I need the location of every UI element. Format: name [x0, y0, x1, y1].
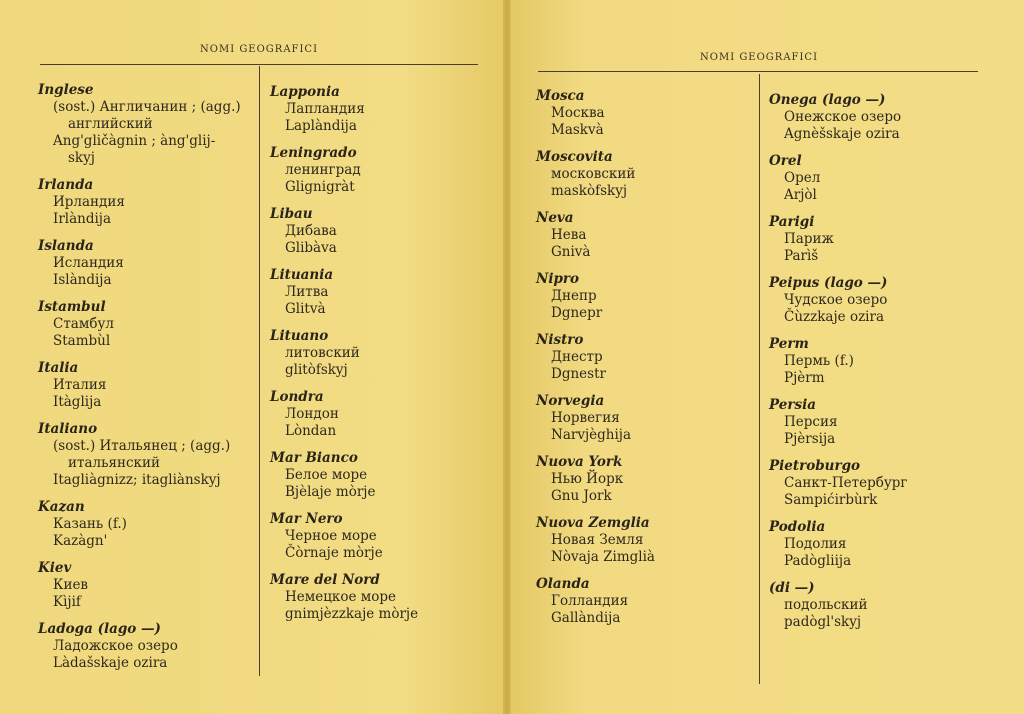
entry-translation-line: Белое море — [285, 467, 368, 483]
entry-translation-line: Parìš — [784, 248, 819, 264]
entry-headword: Nuova York — [536, 454, 623, 470]
entry-headword: Lituano — [270, 328, 329, 344]
entry-translation-line: Лондон — [285, 406, 339, 422]
entry-translation-line: Подолия — [784, 536, 847, 552]
entry-translation-line: Itàglija — [53, 394, 102, 410]
entry-translation-line: Gnivà — [551, 244, 591, 260]
dictionary-entry — [769, 92, 1009, 143]
entry-headword: Mar Bianco — [270, 450, 358, 466]
entry-translation-line: Čòrnaje mòrje — [285, 545, 383, 561]
entry-translation-line: московский — [551, 166, 636, 182]
entry-translation-line: Ирландия — [53, 194, 125, 210]
entry-headword: Kiev — [38, 560, 72, 576]
entry-translation-line: Санкт-Петербург — [784, 475, 908, 491]
entry-translation-line: Немецкое море — [285, 589, 397, 605]
entry-translation-line: Agnèšskaje ozira — [784, 126, 900, 142]
entry-translation-line: Пермь (f.) — [784, 353, 854, 369]
dictionary-entry — [270, 572, 495, 623]
dictionary-entry — [536, 88, 756, 139]
entry-headword: Istambul — [38, 299, 106, 315]
entry-headword: Londra — [270, 389, 324, 405]
entry-translation-line: Narvjèghija — [551, 427, 632, 443]
dictionary-entry — [769, 336, 1009, 387]
entry-translation-line: Ладожское озеро — [53, 638, 178, 654]
left-running-head: NOMI GEOGRAFICI — [200, 44, 319, 55]
entry-translation-line: Maskvà — [551, 122, 604, 138]
dictionary-entry — [270, 206, 495, 257]
entry-headword: Lapponia — [270, 84, 340, 100]
entry-translation-line: Днепр — [551, 288, 597, 304]
dictionary-entry — [536, 149, 756, 200]
entry-translation-line: Gnu Jork — [551, 488, 612, 504]
entry-translation-line: английский — [68, 116, 153, 132]
dictionary-entry — [270, 328, 495, 379]
dictionary-entry — [38, 499, 256, 550]
dictionary-entry — [38, 238, 256, 289]
dictionary-entry — [536, 332, 756, 383]
entry-translation-line: gnimjèzzkaje mòrje — [285, 606, 419, 622]
dictionary-entry — [38, 621, 256, 672]
entry-translation-line: подольский — [784, 597, 868, 613]
entry-headword: Leningrado — [270, 145, 357, 161]
entry-headword: Italiano — [38, 421, 98, 437]
entry-translation-line: Москва — [551, 105, 605, 121]
entry-translation-line: ленинград — [285, 162, 361, 178]
entry-translation-line: Pjèrm — [784, 370, 825, 386]
entry-translation-line: Париж — [784, 231, 834, 247]
dictionary-entry — [38, 560, 256, 611]
entry-translation-line: Лапландия — [285, 101, 365, 117]
dictionary-entry — [38, 177, 256, 228]
entry-headword: Mar Nero — [270, 511, 343, 527]
entry-translation-line: Онежское озеро — [784, 109, 902, 125]
entry-headword: Nistro — [536, 332, 584, 348]
dictionary-entry — [769, 397, 1009, 448]
entry-translation-line: Pjèrsija — [784, 431, 836, 447]
entry-translation-line: Arjòl — [784, 187, 817, 203]
entry-headword: Nuova Zemglia — [536, 515, 650, 531]
entry-translation-line: Lòndan — [285, 423, 337, 439]
entry-headword: Lituania — [270, 267, 334, 283]
dictionary-entry — [536, 454, 756, 505]
entry-headword: Italia — [38, 360, 79, 376]
entry-translation-line: padògl'skyj — [784, 614, 862, 630]
entry-translation-line: Исландия — [53, 255, 124, 271]
left-header-rule — [40, 64, 478, 65]
right-header-rule — [538, 71, 978, 72]
entry-translation-line: Làdašskaje ozira — [53, 655, 168, 671]
entry-translation-line: Irlàndija — [53, 211, 112, 227]
right-running-head: NOMI GEOGRAFICI — [700, 52, 819, 63]
entry-headword: Inglese — [38, 82, 94, 98]
entry-translation-line: Новая Земля — [551, 532, 644, 548]
entry-headword: Parigi — [769, 214, 815, 230]
entry-translation-line: Laplàndija — [285, 118, 357, 134]
entry-translation-line: Nòvaja Zimglià — [551, 549, 655, 565]
entry-headword: Neva — [536, 210, 574, 226]
entry-translation-line: Kazàgn' — [53, 533, 108, 549]
dictionary-entry — [38, 421, 256, 489]
right-column-1 — [536, 88, 756, 637]
entry-headword: (di —) — [769, 580, 815, 596]
entry-translation-line: Казань (f.) — [53, 516, 127, 532]
entry-headword: Orel — [769, 153, 802, 169]
entry-headword: Norvegia — [536, 393, 605, 409]
entry-translation-line: Голландия — [551, 593, 629, 609]
left-column-1 — [38, 82, 256, 682]
dictionary-entry — [769, 458, 1009, 509]
dictionary-entry — [536, 210, 756, 261]
entry-translation-line: Дибава — [285, 223, 337, 239]
entry-translation-line: Itagliàgnizz; itagliànskyj — [53, 472, 221, 488]
entry-headword: Pietroburgo — [769, 458, 861, 474]
entry-headword: Onega (lago —) — [769, 92, 886, 108]
entry-translation-line: Dgnepr — [551, 305, 603, 321]
dictionary-entry — [38, 360, 256, 411]
dictionary-entry — [769, 153, 1009, 204]
entry-translation-line: Киев — [53, 577, 89, 593]
entry-headword: Irlanda — [38, 177, 94, 193]
entry-translation-line: литовский — [285, 345, 360, 361]
dictionary-entry — [38, 82, 256, 167]
entry-translation-line: Gallàndija — [551, 610, 621, 626]
dictionary-entry — [536, 271, 756, 322]
book-spine — [503, 0, 511, 714]
entry-translation-line: Стамбул — [53, 316, 114, 332]
dictionary-entry — [536, 393, 756, 444]
entry-headword: Libau — [270, 206, 313, 222]
entry-translation-line: Sampićirbùrk — [784, 492, 878, 508]
entry-translation-line: Черное море — [285, 528, 377, 544]
entry-headword: Olanda — [536, 576, 590, 592]
dictionary-entry — [536, 576, 756, 627]
entry-headword: Ladoga (lago —) — [38, 621, 161, 637]
dictionary-entry — [769, 275, 1009, 326]
dictionary-entry — [769, 519, 1009, 570]
dictionary-entry — [769, 580, 1009, 631]
entry-translation-line: Литва — [285, 284, 329, 300]
right-column-2 — [769, 92, 1009, 641]
entry-headword: Islanda — [38, 238, 94, 254]
entry-headword: Podolia — [769, 519, 826, 535]
entry-translation-line: Dgnestr — [551, 366, 606, 382]
entry-translation-line: Padògliija — [784, 553, 852, 569]
left-column-divider — [259, 66, 260, 676]
entry-headword: Moscovita — [536, 149, 613, 165]
dictionary-entry — [769, 214, 1009, 265]
dictionary-entry — [38, 299, 256, 350]
entry-headword: Kazan — [38, 499, 85, 515]
entry-translation-line: Ang'gličàgnin ; àng'glij- — [53, 133, 216, 149]
entry-headword: Nipro — [536, 271, 580, 287]
entry-headword: Perm — [769, 336, 809, 352]
entry-translation-line: Днестр — [551, 349, 603, 365]
entry-translation-line: Čùzzkaje ozira — [784, 309, 885, 325]
entry-translation-line: Нью Йорк — [551, 471, 624, 487]
entry-translation-line: Kìjif — [53, 594, 81, 610]
entry-translation-line: Орел — [784, 170, 821, 186]
entry-translation-line: maskòfskyj — [551, 183, 628, 199]
entry-translation-line: Норвегия — [551, 410, 620, 426]
entry-translation-line: Чудское озеро — [784, 292, 888, 308]
entry-translation-line: Glibàva — [285, 240, 337, 256]
dictionary-entry — [270, 267, 495, 318]
entry-headword: Mare del Nord — [270, 572, 380, 588]
entry-headword: Persia — [769, 397, 816, 413]
dictionary-entry — [270, 511, 495, 562]
dictionary-entry — [270, 84, 495, 135]
entry-translation-line: итальянский — [68, 455, 160, 471]
dictionary-entry — [270, 145, 495, 196]
right-column-divider — [759, 74, 760, 684]
dictionary-entry — [270, 389, 495, 440]
entry-headword: Mosca — [536, 88, 585, 104]
entry-translation-line: glitòfskyj — [285, 362, 348, 378]
entry-translation-line: Glitvà — [285, 301, 326, 317]
entry-translation-line: Bjèlaje mòrje — [285, 484, 376, 500]
entry-translation-line: Glignigràt — [285, 179, 355, 195]
entry-translation-line: Нева — [551, 227, 587, 243]
dictionary-entry — [536, 515, 756, 566]
entry-translation-line: Islàndija — [53, 272, 112, 288]
left-column-2 — [270, 84, 495, 633]
entry-translation-line: (sost.) Итальянец ; (agg.) — [53, 438, 231, 454]
entry-headword: Peipus (lago —) — [769, 275, 888, 291]
entry-translation-line: skyj — [68, 150, 95, 166]
entry-translation-line: Италия — [53, 377, 107, 393]
dictionary-entry — [270, 450, 495, 501]
entry-translation-line: Stambùl — [53, 333, 111, 349]
entry-translation-line: Персия — [784, 414, 838, 430]
entry-translation-line: (sost.) Англичанин ; (agg.) — [53, 99, 241, 115]
